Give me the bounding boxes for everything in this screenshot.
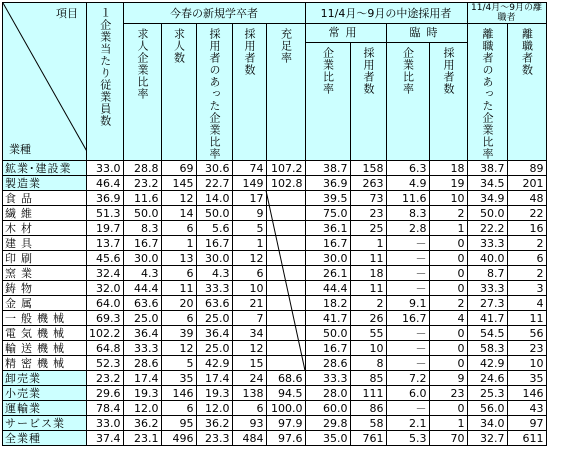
- cell-8: －: [386, 341, 429, 356]
- cell-3: 25.0: [196, 341, 232, 356]
- table-row: [3, 236, 547, 251]
- cell-3: 33.3: [196, 281, 232, 296]
- leaver-col-1: 離職者のあった企業比率: [467, 24, 507, 161]
- cell-7: 761: [350, 431, 386, 446]
- midcareer-col-1: 企業比率: [305, 42, 350, 160]
- cell-3: 12.0: [196, 401, 232, 416]
- cell-5: 97.9: [266, 416, 305, 431]
- cell-8: 5.3: [386, 431, 429, 446]
- row-label: 一般機械: [3, 311, 87, 326]
- cell-4: 484: [232, 431, 266, 446]
- row-label: 運輸業: [3, 401, 87, 416]
- cell-7: 263: [350, 176, 386, 191]
- cell-11: 2: [507, 266, 546, 281]
- cell-1: 36.2: [123, 416, 161, 431]
- cell-0: 13.7: [87, 236, 124, 251]
- cell-0: 64.0: [87, 296, 124, 311]
- cell-1: 50.0: [123, 206, 161, 221]
- cell-5: [266, 236, 305, 251]
- cell-0: 102.2: [87, 326, 124, 341]
- row-label: 食品: [3, 191, 87, 206]
- cell-4: 12: [232, 341, 266, 356]
- new-grad-col-5: 充足率: [266, 24, 305, 161]
- cell-5: [266, 341, 305, 356]
- cell-1: 12.0: [123, 401, 161, 416]
- cell-9: 18: [429, 161, 467, 176]
- cell-5: 94.5: [266, 386, 305, 401]
- cell-8: 6.3: [386, 161, 429, 176]
- cell-5: [266, 296, 305, 311]
- row-label: 印刷: [3, 251, 87, 266]
- cell-6: 16.7: [305, 341, 350, 356]
- cell-9: 2: [429, 296, 467, 311]
- cell-8: 2.1: [386, 416, 429, 431]
- header-corner: [3, 3, 87, 161]
- cell-7: 158: [350, 161, 386, 176]
- cell-10: 38.7: [467, 161, 507, 176]
- table-row: [3, 266, 547, 281]
- cell-8: 4.9: [386, 176, 429, 191]
- cell-2: 6: [161, 266, 196, 281]
- cell-1: 44.4: [123, 281, 161, 296]
- cell-9: 0: [429, 266, 467, 281]
- cell-11: 16: [507, 221, 546, 236]
- cell-3: 36.4: [196, 326, 232, 341]
- row-label: 精密機械: [3, 356, 87, 371]
- cell-10: 25.3: [467, 386, 507, 401]
- cell-2: 146: [161, 386, 196, 401]
- cell-11: 611: [507, 431, 546, 446]
- row-label: 小売業: [3, 386, 87, 401]
- cell-3: 25.0: [196, 311, 232, 326]
- cell-2: 145: [161, 176, 196, 191]
- table-body: [3, 161, 547, 446]
- cell-10: 24.6: [467, 371, 507, 386]
- survey-table: [2, 2, 547, 446]
- cell-8: 2.8: [386, 221, 429, 236]
- cell-0: 29.6: [87, 386, 124, 401]
- cell-10: 34.9: [467, 191, 507, 206]
- cell-10: 54.5: [467, 326, 507, 341]
- cell-4: 10: [232, 281, 266, 296]
- cell-7: 111: [350, 386, 386, 401]
- table-row: [3, 161, 547, 176]
- regular-header: 常用: [305, 24, 386, 43]
- cell-10: 41.7: [467, 311, 507, 326]
- diagonal-line: [3, 3, 87, 155]
- cell-5: [266, 266, 305, 281]
- cell-9: 1: [429, 221, 467, 236]
- cell-2: 5: [161, 356, 196, 371]
- cell-3: 16.7: [196, 236, 232, 251]
- cell-0: 45.6: [87, 251, 124, 266]
- table-row: [3, 416, 547, 431]
- midcareer-group-header: 11/4月～9月の中途採用者: [305, 3, 467, 24]
- cell-2: 12: [161, 341, 196, 356]
- cell-9: 2: [429, 206, 467, 221]
- new-grad-col-2: 求人数: [161, 24, 196, 161]
- cell-1: 36.4: [123, 326, 161, 341]
- cell-1: 33.3: [123, 341, 161, 356]
- cell-8: －: [386, 236, 429, 251]
- cell-5: 100.0: [266, 401, 305, 416]
- cell-4: 7: [232, 311, 266, 326]
- cell-1: 23.1: [123, 431, 161, 446]
- cell-4: 15: [232, 356, 266, 371]
- cell-10: 56.0: [467, 401, 507, 416]
- cell-11: 35: [507, 371, 546, 386]
- table-row: [3, 221, 547, 236]
- table-row: [3, 191, 547, 206]
- cell-8: 9.1: [386, 296, 429, 311]
- cell-10: 33.3: [467, 236, 507, 251]
- cell-7: 55: [350, 326, 386, 341]
- row-label: 繊維: [3, 206, 87, 221]
- cell-11: 2: [507, 236, 546, 251]
- cell-3: 5.6: [196, 221, 232, 236]
- table-row: [3, 371, 547, 386]
- cell-2: 39: [161, 326, 196, 341]
- cell-6: 60.0: [305, 401, 350, 416]
- cell-9: 0: [429, 356, 467, 371]
- new-grad-col-3: 採用者のあった企業比率: [196, 24, 232, 161]
- employees-header: １企業当たり従業員数: [87, 3, 124, 161]
- cell-8: 7.2: [386, 371, 429, 386]
- row-label: 木材: [3, 221, 87, 236]
- cell-8: 6.0: [386, 386, 429, 401]
- cell-4: 17: [232, 191, 266, 206]
- cell-2: 1: [161, 236, 196, 251]
- cell-3: 22.7: [196, 176, 232, 191]
- cell-2: 6: [161, 221, 196, 236]
- cell-5: [266, 206, 305, 221]
- cell-7: 73: [350, 191, 386, 206]
- cell-10: 22.2: [467, 221, 507, 236]
- cell-8: －: [386, 401, 429, 416]
- cell-5: [266, 251, 305, 266]
- row-label: サービス業: [3, 416, 87, 431]
- cell-7: 18: [350, 266, 386, 281]
- cell-1: 30.0: [123, 251, 161, 266]
- cell-5: 102.8: [266, 176, 305, 191]
- cell-10: 8.7: [467, 266, 507, 281]
- row-label: 窯業: [3, 266, 87, 281]
- cell-2: 6: [161, 311, 196, 326]
- row-label: 製造業: [3, 176, 87, 191]
- leaver-col-2: 離職者数: [507, 24, 546, 161]
- cell-7: 85: [350, 371, 386, 386]
- cell-6: 75.0: [305, 206, 350, 221]
- cell-11: 97: [507, 416, 546, 431]
- row-label: 建具: [3, 236, 87, 251]
- cell-5: [266, 326, 305, 341]
- cell-11: 43: [507, 401, 546, 416]
- cell-9: 0: [429, 401, 467, 416]
- cell-1: 25.0: [123, 311, 161, 326]
- cell-4: 12: [232, 251, 266, 266]
- cell-10: 40.0: [467, 251, 507, 266]
- cell-9: 0: [429, 326, 467, 341]
- cell-6: 44.4: [305, 281, 350, 296]
- cell-7: 11: [350, 251, 386, 266]
- cell-0: 33.0: [87, 416, 124, 431]
- cell-7: 11: [350, 281, 386, 296]
- cell-0: 19.7: [87, 221, 124, 236]
- cell-9: 9: [429, 371, 467, 386]
- cell-6: 36.1: [305, 221, 350, 236]
- cell-0: 51.3: [87, 206, 124, 221]
- cell-6: 28.6: [305, 356, 350, 371]
- cell-1: 11.6: [123, 191, 161, 206]
- cell-11: 6: [507, 251, 546, 266]
- cell-0: 32.4: [87, 266, 124, 281]
- cell-1: 4.3: [123, 266, 161, 281]
- cell-2: 20: [161, 296, 196, 311]
- cell-4: 149: [232, 176, 266, 191]
- cell-2: 14: [161, 206, 196, 221]
- cell-5: [266, 221, 305, 236]
- cell-10: 42.9: [467, 356, 507, 371]
- cell-3: 50.0: [196, 206, 232, 221]
- cell-1: 28.6: [123, 356, 161, 371]
- cell-6: 50.0: [305, 326, 350, 341]
- cell-6: 30.0: [305, 251, 350, 266]
- midcareer-col-3: 企業比率: [386, 42, 429, 160]
- cell-4: 24: [232, 371, 266, 386]
- cell-6: 39.5: [305, 191, 350, 206]
- cell-9: 70: [429, 431, 467, 446]
- cell-2: 6: [161, 401, 196, 416]
- row-label: 卸売業: [3, 371, 87, 386]
- cell-10: 34.5: [467, 176, 507, 191]
- cell-6: 28.0: [305, 386, 350, 401]
- cell-4: 138: [232, 386, 266, 401]
- cell-8: －: [386, 356, 429, 371]
- cell-0: 52.3: [87, 356, 124, 371]
- cell-3: 36.2: [196, 416, 232, 431]
- cell-6: 18.2: [305, 296, 350, 311]
- table-row: [3, 326, 547, 341]
- cell-3: 19.3: [196, 386, 232, 401]
- cell-7: 26: [350, 311, 386, 326]
- cell-11: 201: [507, 176, 546, 191]
- cell-2: 95: [161, 416, 196, 431]
- cell-10: 50.0: [467, 206, 507, 221]
- table-row: [3, 311, 547, 326]
- cell-4: 74: [232, 161, 266, 176]
- cell-0: 33.0: [87, 161, 124, 176]
- cell-5: 68.6: [266, 371, 305, 386]
- new-grad-col-1: 求人企業比率: [123, 24, 161, 161]
- cell-4: 6: [232, 401, 266, 416]
- cell-8: 16.7: [386, 311, 429, 326]
- cell-5: [266, 191, 305, 206]
- cell-6: 36.9: [305, 176, 350, 191]
- cell-2: 35: [161, 371, 196, 386]
- cell-10: 58.3: [467, 341, 507, 356]
- cell-8: －: [386, 326, 429, 341]
- cell-2: 13: [161, 251, 196, 266]
- cell-4: 93: [232, 416, 266, 431]
- cell-0: 46.4: [87, 176, 124, 191]
- new-grad-col-4: 採用者数: [232, 24, 266, 161]
- cell-1: 23.2: [123, 176, 161, 191]
- cell-4: 9: [232, 206, 266, 221]
- row-label: 金属: [3, 296, 87, 311]
- cell-9: 1: [429, 416, 467, 431]
- cell-4: 1: [232, 236, 266, 251]
- cell-11: 48: [507, 191, 546, 206]
- cell-9: 0: [429, 251, 467, 266]
- leavers-group-header: 11/4月～9月の離職者: [467, 3, 546, 24]
- cell-6: 41.7: [305, 311, 350, 326]
- cell-10: 33.3: [467, 281, 507, 296]
- cell-9: 0: [429, 281, 467, 296]
- cell-0: 69.3: [87, 311, 124, 326]
- table-row: [3, 251, 547, 266]
- cell-11: 23: [507, 341, 546, 356]
- cell-7: 1: [350, 236, 386, 251]
- table-row: [3, 296, 547, 311]
- cell-3: 63.6: [196, 296, 232, 311]
- cell-3: 23.3: [196, 431, 232, 446]
- cell-4: 5: [232, 221, 266, 236]
- cell-10: 34.0: [467, 416, 507, 431]
- cell-7: 10: [350, 341, 386, 356]
- cell-11: 10: [507, 356, 546, 371]
- cell-11: 11: [507, 311, 546, 326]
- table-row: [3, 206, 547, 221]
- row-label: 全業種: [3, 431, 87, 446]
- cell-5: [266, 311, 305, 326]
- cell-0: 37.4: [87, 431, 124, 446]
- cell-9: 0: [429, 341, 467, 356]
- cell-4: 34: [232, 326, 266, 341]
- cell-5: [266, 281, 305, 296]
- cell-10: 27.3: [467, 296, 507, 311]
- cell-0: 78.4: [87, 401, 124, 416]
- cell-11: 89: [507, 161, 546, 176]
- cell-7: 23: [350, 206, 386, 221]
- cell-10: 32.7: [467, 431, 507, 446]
- cell-11: 4: [507, 296, 546, 311]
- cell-6: 16.7: [305, 236, 350, 251]
- cell-7: 25: [350, 221, 386, 236]
- cell-5: 107.2: [266, 161, 305, 176]
- cell-5: 97.6: [266, 431, 305, 446]
- cell-6: 38.7: [305, 161, 350, 176]
- cell-11: 22: [507, 206, 546, 221]
- row-label: 輸送機械: [3, 341, 87, 356]
- cell-7: 86: [350, 401, 386, 416]
- cell-2: 11: [161, 281, 196, 296]
- cell-3: 17.4: [196, 371, 232, 386]
- row-label: 鋳物: [3, 281, 87, 296]
- cell-1: 63.6: [123, 296, 161, 311]
- cell-9: 19: [429, 176, 467, 191]
- table-row: [3, 356, 547, 371]
- cell-4: 21: [232, 296, 266, 311]
- cell-3: 42.9: [196, 356, 232, 371]
- table-row: [3, 431, 547, 446]
- cell-9: 0: [429, 236, 467, 251]
- cell-7: 2: [350, 296, 386, 311]
- cell-8: －: [386, 266, 429, 281]
- cell-11: 146: [507, 386, 546, 401]
- cell-6: 29.8: [305, 416, 350, 431]
- temporary-header: 臨時: [386, 24, 467, 43]
- cell-4: 6: [232, 266, 266, 281]
- table-row: [3, 401, 547, 416]
- table-row: [3, 281, 547, 296]
- cell-1: 16.7: [123, 236, 161, 251]
- cell-9: 4: [429, 311, 467, 326]
- table-row: [3, 176, 547, 191]
- cell-6: 33.3: [305, 371, 350, 386]
- cell-9: 10: [429, 191, 467, 206]
- cell-5: [266, 356, 305, 371]
- cell-8: －: [386, 281, 429, 296]
- midcareer-col-4: 採用者数: [429, 42, 467, 160]
- item-label: 項目: [56, 7, 78, 20]
- cell-8: －: [386, 251, 429, 266]
- cell-1: 17.4: [123, 371, 161, 386]
- cell-3: 30.6: [196, 161, 232, 176]
- cell-11: 56: [507, 326, 546, 341]
- table-row: [3, 386, 547, 401]
- industry-label: 業種: [9, 143, 31, 156]
- cell-7: 8: [350, 356, 386, 371]
- row-label: 鉱業･建設業: [3, 161, 87, 176]
- cell-6: 35.0: [305, 431, 350, 446]
- cell-8: 8.3: [386, 206, 429, 221]
- cell-2: 496: [161, 431, 196, 446]
- cell-3: 4.3: [196, 266, 232, 281]
- row-label: 電気機械: [3, 326, 87, 341]
- cell-2: 69: [161, 161, 196, 176]
- cell-8: 11.6: [386, 191, 429, 206]
- cell-1: 8.3: [123, 221, 161, 236]
- cell-2: 12: [161, 191, 196, 206]
- cell-3: 30.0: [196, 251, 232, 266]
- cell-11: 3: [507, 281, 546, 296]
- cell-7: 58: [350, 416, 386, 431]
- cell-0: 64.8: [87, 341, 124, 356]
- cell-9: 23: [429, 386, 467, 401]
- cell-0: 36.9: [87, 191, 124, 206]
- midcareer-col-2: 採用者数: [350, 42, 386, 160]
- cell-0: 32.0: [87, 281, 124, 296]
- cell-6: 26.1: [305, 266, 350, 281]
- table-row: [3, 341, 547, 356]
- cell-1: 28.8: [123, 161, 161, 176]
- cell-1: 19.3: [123, 386, 161, 401]
- cell-0: 23.2: [87, 371, 124, 386]
- new-grad-group-header: 今春の新規学卒者: [123, 3, 305, 24]
- cell-3: 14.0: [196, 191, 232, 206]
